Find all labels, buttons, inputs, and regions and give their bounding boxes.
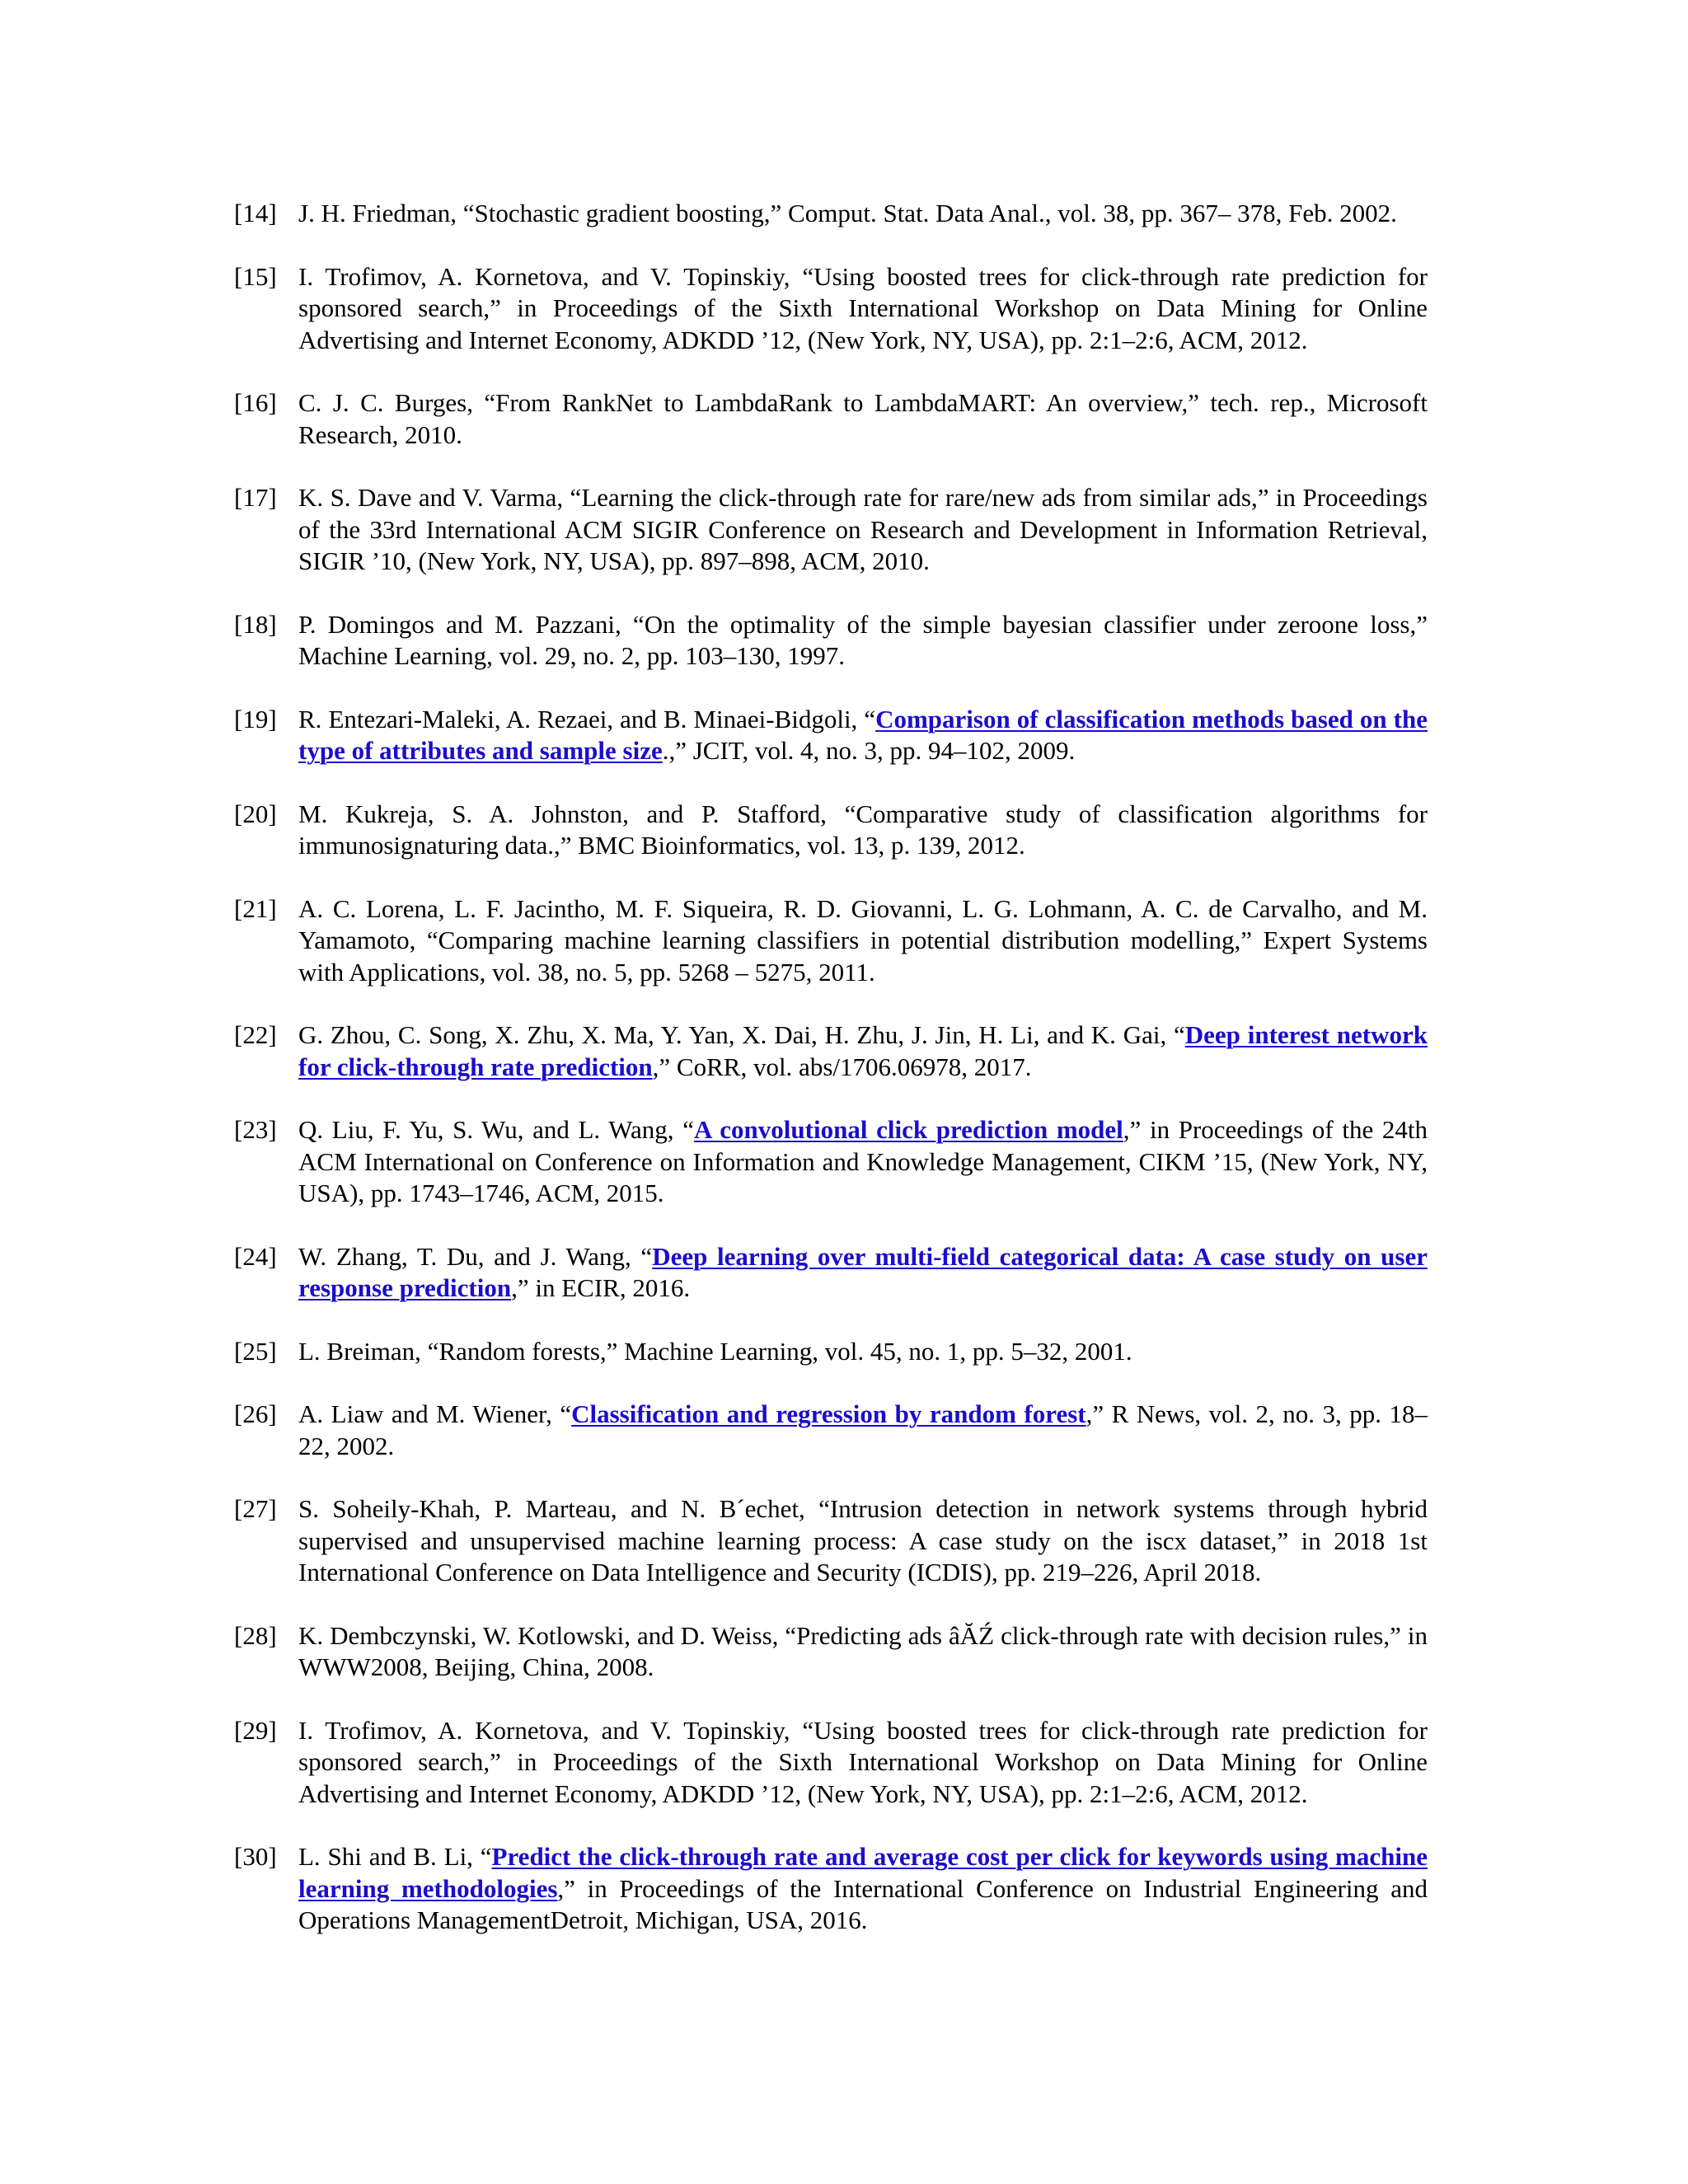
reference-title-link[interactable]: Comparison of classification methods based on the type of attributes and sample size <box>298 704 1428 765</box>
reference-item <box>234 198 1428 230</box>
reference-number: [21] <box>234 893 277 923</box>
reference-item <box>234 609 1428 673</box>
reference-item <box>234 1841 1428 1937</box>
reference-number: [26] <box>234 1399 277 1428</box>
reference-item <box>234 1493 1428 1589</box>
reference-text <box>298 1019 1428 1083</box>
reference-citation-start: G. Zhou, C. Song, X. Zhu, X. Ma, Y. Yan, X. Dai, H. Zhu, J. Jin, H. Li, and K. Gai, “ <box>298 1020 1185 1049</box>
reference-item <box>234 1241 1428 1305</box>
reference-text <box>298 482 1428 578</box>
reference-citation-end: .,” JCIT, vol. 4, no. 3, pp. 94–102, 2009. <box>662 736 1076 765</box>
reference-title-link[interactable]: A convolutional click prediction model <box>693 1115 1123 1144</box>
reference-item <box>234 1336 1428 1368</box>
reference-text <box>298 1336 1428 1368</box>
reference-citation: I. Trofimov, A. Kornetova, and V. Topinskiy, “Using boosted trees for click-through rate prediction for sponsored search,” in Proceedings of the Sixth International Workshop on Data Mining for Online Advertising and Internet Economy, ADKDD ’12, (New York, NY, USA), pp. 2:1–2:6, ACM, 2012. <box>298 1715 1428 1808</box>
reference-text <box>298 704 1428 767</box>
reference-citation: M. Kukreja, S. A. Johnston, and P. Stafford, “Comparative study of classification algorithms for immunosignaturing data.,” BMC Bioinformatics, vol. 13, p. 139, 2012. <box>298 799 1428 860</box>
reference-text <box>298 198 1428 230</box>
reference-citation-start: Q. Liu, F. Yu, S. Wu, and L. Wang, “ <box>298 1115 694 1144</box>
reference-item <box>234 1114 1428 1210</box>
reference-citation: A. C. Lorena, L. F. Jacintho, M. F. Siqueira, R. D. Giovanni, L. G. Lohmann, A. C. de Carvalho, and M. Yamamoto, “Comparing machine learning classifiers in potential distribution modelling,” Expert Systems with Applications, vol. 38, no. 5, pp. 5268 – 5275, 2011. <box>298 893 1428 987</box>
reference-citation-start: R. Entezari-Maleki, A. Rezaei, and B. Minaei-Bidgoli, “ <box>298 704 876 733</box>
reference-number: [18] <box>234 609 277 639</box>
reference-citation-start: W. Zhang, T. Du, and J. Wang, “ <box>298 1241 653 1271</box>
reference-item <box>234 482 1428 578</box>
reference-text <box>298 799 1428 862</box>
reference-item <box>234 893 1428 989</box>
reference-item <box>234 387 1428 451</box>
reference-text <box>298 1493 1428 1589</box>
reference-title-link[interactable]: Deep interest network for click-through rate prediction <box>298 1020 1428 1081</box>
reference-number: [24] <box>234 1241 277 1271</box>
reference-citation: S. Soheily-Khah, P. Marteau, and N. B´echet, “Intrusion detection in network systems through hybrid supervised and unsupervised machine learning process: A case study on the iscx dataset,” in 2018 1st International Conference on Data Intelligence and Security (ICDIS), pp. 219–226, April 2018. <box>298 1494 1428 1586</box>
reference-title-link[interactable]: Deep learning over multi-field categorical data: A case study on user response prediction <box>298 1241 1428 1302</box>
reference-citation-end: ,” CoRR, vol. abs/1706.06978, 2017. <box>652 1052 1032 1081</box>
reference-number: [20] <box>234 799 277 828</box>
reference-number: [17] <box>234 483 277 512</box>
reference-citation: P. Domingos and M. Pazzani, “On the optimality of the simple bayesian classifier under zeroone loss,” Machine Learning, vol. 29, no. 2, pp. 103–130, 1997. <box>298 609 1428 670</box>
reference-citation: L. Breiman, “Random forests,” Machine Learning, vol. 45, no. 1, pp. 5–32, 2001. <box>298 1336 1132 1366</box>
reference-item <box>234 1019 1428 1083</box>
reference-number: [14] <box>234 199 277 227</box>
reference-number: [30] <box>234 1842 277 1871</box>
reference-text <box>298 387 1428 451</box>
reference-text <box>298 1399 1428 1462</box>
reference-item <box>234 1715 1428 1811</box>
reference-number: [25] <box>234 1336 277 1366</box>
reference-citation: K. S. Dave and V. Varma, “Learning the click-through rate for rare/new ads from similar ads,” in Proceedings of the 33rd International ACM SIGIR Conference on Research and Development in Information Retrieval, SIGIR ’10, (New York, NY, USA), pp. 897–898, ACM, 2010. <box>298 483 1428 575</box>
reference-citation: I. Trofimov, A. Kornetova, and V. Topinskiy, “Using boosted trees for click-through rate prediction for sponsored search,” in Proceedings of the Sixth International Workshop on Data Mining for Online Advertising and Internet Economy, ADKDD ’12, (New York, NY, USA), pp. 2:1–2:6, ACM, 2012. <box>298 261 1428 354</box>
reference-text <box>298 1114 1428 1210</box>
reference-item <box>234 261 1428 357</box>
reference-item <box>234 799 1428 862</box>
reference-citation: K. Dembczynski, W. Kotlowski, and D. Weiss, “Predicting ads âĂŹ click-through rate with decision rules,” in WWW2008, Beijing, China, 2008. <box>298 1620 1428 1681</box>
reference-item <box>234 704 1428 767</box>
reference-citation-end: ,” in Proceedings of the 24th ACM International on Conference on Information and Knowledge Management, CIKM ’15, (New York, NY, USA), pp. 1743–1746, ACM, 2015. <box>298 1115 1428 1207</box>
reference-citation-end: ,” in ECIR, 2016. <box>511 1273 691 1302</box>
reference-number: [15] <box>234 261 277 291</box>
reference-citation-end: ,” in Proceedings of the International Conference on Industrial Engineering and Operations ManagementDetroit, Michigan, USA, 2016. <box>298 1873 1428 1934</box>
reference-citation-end: ,” R News, vol. 2, no. 3, pp. 18–22, 2002. <box>298 1399 1428 1460</box>
reference-text <box>298 893 1428 989</box>
reference-item <box>234 1399 1428 1462</box>
reference-citation-start: A. Liaw and M. Wiener, “ <box>298 1399 572 1428</box>
reference-text <box>298 1715 1428 1811</box>
reference-number: [27] <box>234 1494 277 1523</box>
reference-number: [29] <box>234 1715 277 1745</box>
reference-title-link[interactable]: Classification and regression by random forest <box>571 1399 1086 1428</box>
reference-list <box>234 198 1428 1968</box>
reference-number: [22] <box>234 1020 277 1049</box>
reference-citation: C. J. C. Burges, “From RankNet to LambdaRank to LambdaMART: An overview,” tech. rep., Microsoft Research, 2010. <box>298 388 1428 449</box>
reference-text <box>298 1841 1428 1937</box>
reference-number: [23] <box>234 1115 277 1144</box>
reference-text <box>298 1620 1428 1684</box>
reference-number: [16] <box>234 388 277 417</box>
reference-citation-start: L. Shi and B. Li, “ <box>298 1842 492 1871</box>
reference-text <box>298 1241 1428 1305</box>
reference-text <box>298 261 1428 357</box>
reference-text <box>298 609 1428 673</box>
reference-number: [19] <box>234 704 277 733</box>
reference-number: [28] <box>234 1620 277 1650</box>
reference-citation: J. H. Friedman, “Stochastic gradient boosting,” Comput. Stat. Data Anal., vol. 38, pp. 367– 378, Feb. 2002. <box>298 199 1397 227</box>
reference-item <box>234 1620 1428 1684</box>
reference-title-link[interactable]: Predict the click-through rate and average cost per click for keywords using machine learning methodologies <box>298 1842 1428 1903</box>
